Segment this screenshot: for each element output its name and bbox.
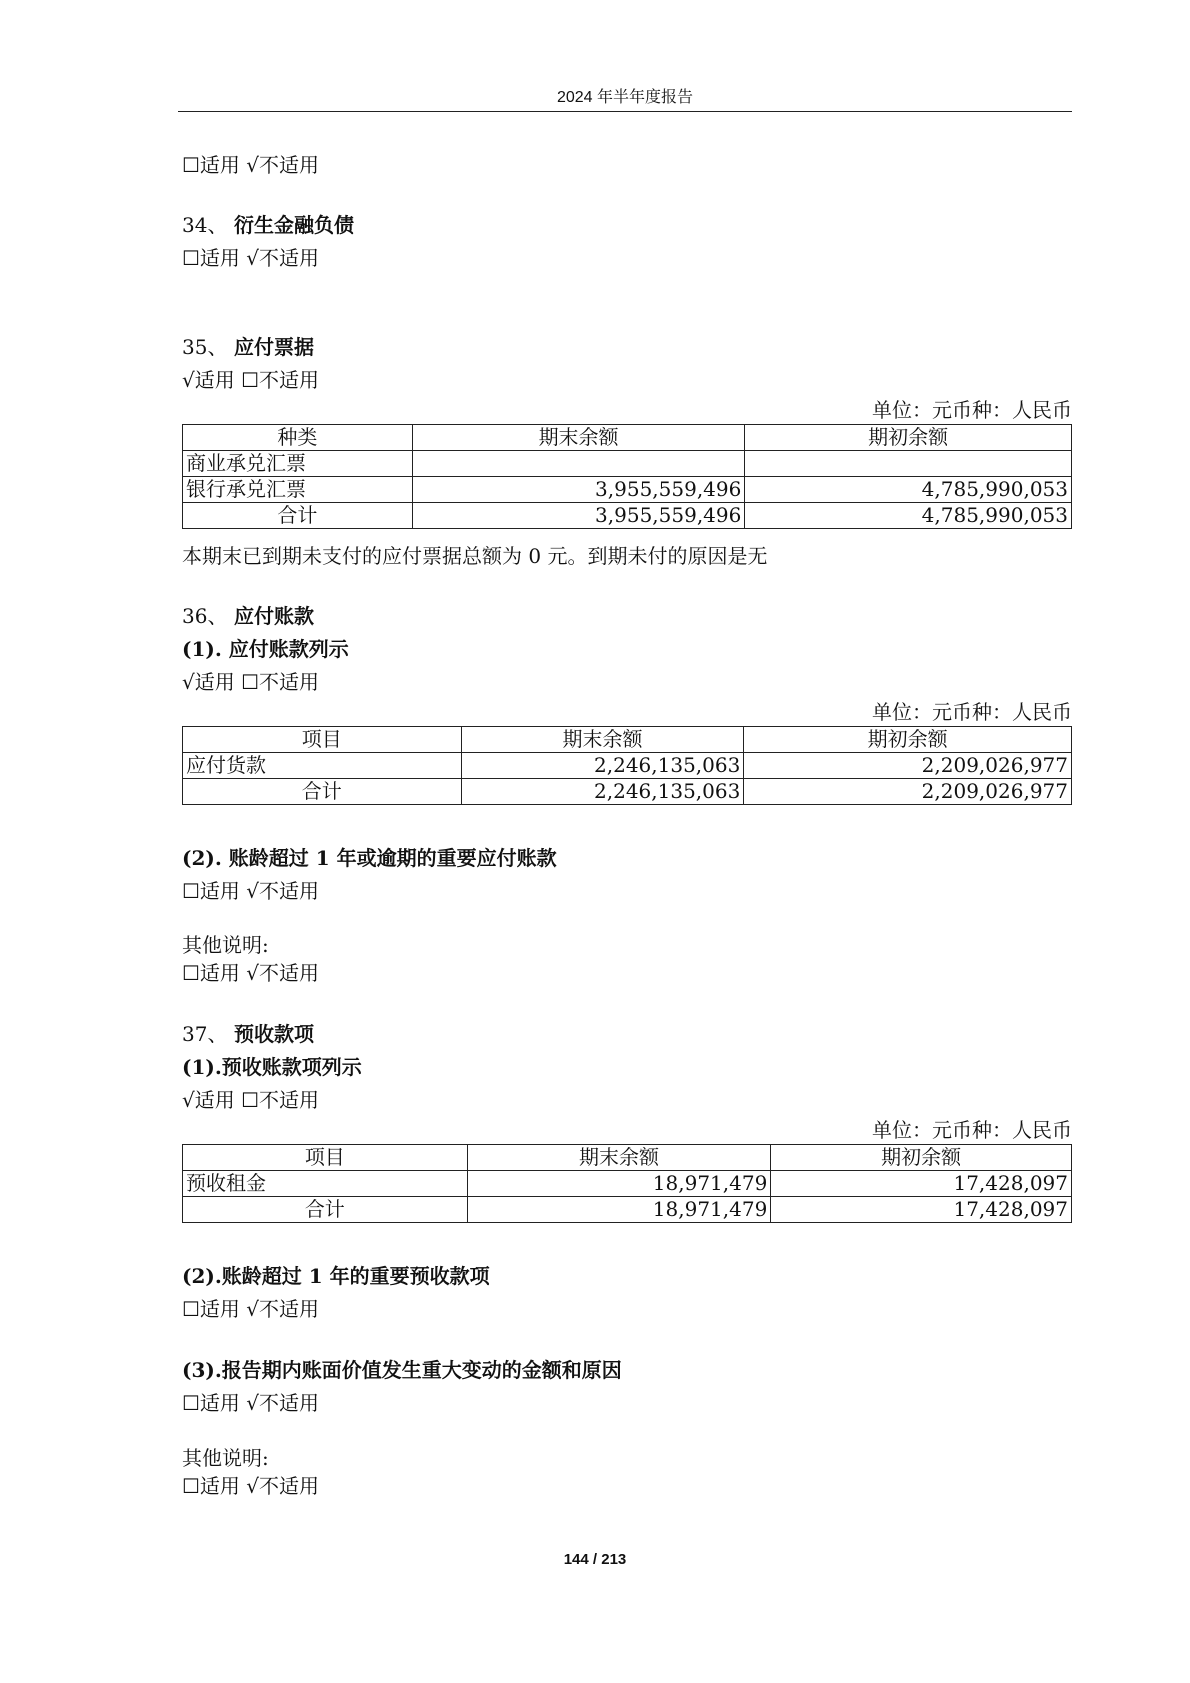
cell-value — [412, 451, 745, 477]
section-37-heading — [182, 1021, 314, 1047]
section-title: 应付账款 — [234, 604, 314, 628]
cell-value: 2,209,026,977 — [744, 779, 1072, 805]
section-36-heading — [182, 603, 314, 629]
header-cell: 期末余额 — [467, 1145, 771, 1171]
cell-value: 17,428,097 — [771, 1171, 1072, 1197]
section-34-heading — [182, 212, 354, 238]
cell-value: 18,971,479 — [467, 1197, 771, 1223]
cell-value: 4,785,990,053 — [745, 477, 1072, 503]
table-row — [183, 451, 1072, 477]
subsection-heading: (3).报告期内账面价值发生重大变动的金额和原因 — [182, 1358, 622, 1382]
table-row — [183, 477, 1072, 503]
applicability-option: ☐适用 √不适用 — [182, 246, 320, 270]
applicability-option: ☐适用 √不适用 — [182, 961, 320, 985]
subsection-heading: (1). 应付账款列示 — [182, 637, 349, 661]
applicability-option: ☐适用 √不适用 — [182, 1474, 320, 1498]
header-cell: 期初余额 — [745, 425, 1072, 451]
applicability-option: ☐适用 √不适用 — [182, 153, 320, 177]
table-header-row — [183, 1145, 1072, 1171]
cell-value — [745, 451, 1072, 477]
cell-value: 3,955,559,496 — [412, 503, 745, 529]
table-row — [183, 1171, 1072, 1197]
table-total-row — [183, 1197, 1072, 1223]
applicability-option: √适用 ☐不适用 — [182, 368, 320, 392]
table-header-row — [183, 425, 1072, 451]
applicability-option: √适用 ☐不适用 — [182, 670, 320, 694]
notes-payable-table — [182, 424, 1072, 529]
section-number: 35、 — [182, 335, 228, 359]
total-label: 合计 — [183, 1197, 468, 1223]
other-notes-label: 其他说明: — [182, 1446, 269, 1470]
row-label: 应付货款 — [183, 753, 462, 779]
subsection-heading: (2). 账龄超过 1 年或逾期的重要应付账款 — [182, 846, 557, 870]
section-number: 34、 — [182, 213, 228, 237]
header-cell: 期末余额 — [412, 425, 745, 451]
unit-note: 单位：元币种：人民币 — [872, 700, 1072, 724]
table-header-row — [183, 727, 1072, 753]
total-label: 合计 — [183, 779, 462, 805]
header-cell: 项目 — [183, 727, 462, 753]
advance-receipts-table — [182, 1144, 1072, 1223]
section-number: 36、 — [182, 604, 228, 628]
row-label: 银行承兑汇票 — [183, 477, 413, 503]
header-cell: 期末余额 — [461, 727, 744, 753]
accounts-payable-table — [182, 726, 1072, 805]
cell-value: 2,246,135,063 — [461, 779, 744, 805]
header-cell: 期初余额 — [771, 1145, 1072, 1171]
applicability-option: √适用 ☐不适用 — [182, 1088, 320, 1112]
section-title: 预收款项 — [234, 1022, 314, 1046]
notes-payable-remark: 本期末已到期未支付的应付票据总额为 0 元。到期未付的原因是无 — [182, 544, 768, 568]
section-35-heading — [182, 334, 314, 360]
cell-value: 17,428,097 — [771, 1197, 1072, 1223]
applicability-option: ☐适用 √不适用 — [182, 1391, 320, 1415]
applicability-option: ☐适用 √不适用 — [182, 879, 320, 903]
header-divider — [178, 111, 1072, 112]
cell-value: 18,971,479 — [467, 1171, 771, 1197]
cell-value: 4,785,990,053 — [745, 503, 1072, 529]
unit-note: 单位：元币种：人民币 — [872, 398, 1072, 422]
section-title: 衍生金融负债 — [234, 213, 354, 237]
header-cell: 种类 — [183, 425, 413, 451]
cell-value: 2,209,026,977 — [744, 753, 1072, 779]
header-cell: 项目 — [183, 1145, 468, 1171]
header-cell: 期初余额 — [744, 727, 1072, 753]
unit-note: 单位：元币种：人民币 — [872, 1118, 1072, 1142]
row-label: 预收租金 — [183, 1171, 468, 1197]
total-label: 合计 — [183, 503, 413, 529]
subsection-heading: (1).预收账款项列示 — [182, 1055, 362, 1079]
subsection-heading: (2).账龄超过 1 年的重要预收款项 — [182, 1264, 490, 1288]
applicability-option: ☐适用 √不适用 — [182, 1297, 320, 1321]
other-notes-label: 其他说明: — [182, 933, 269, 957]
table-row — [183, 753, 1072, 779]
cell-value: 3,955,559,496 — [412, 477, 745, 503]
table-total-row — [183, 779, 1072, 805]
page-header: 2024 年半年度报告 — [556, 89, 694, 106]
table-total-row — [183, 503, 1072, 529]
cell-value: 2,246,135,063 — [461, 753, 744, 779]
row-label: 商业承兑汇票 — [183, 451, 413, 477]
page-number: 144 / 213 — [563, 1551, 627, 1568]
section-number: 37、 — [182, 1022, 228, 1046]
section-title: 应付票据 — [234, 335, 314, 359]
